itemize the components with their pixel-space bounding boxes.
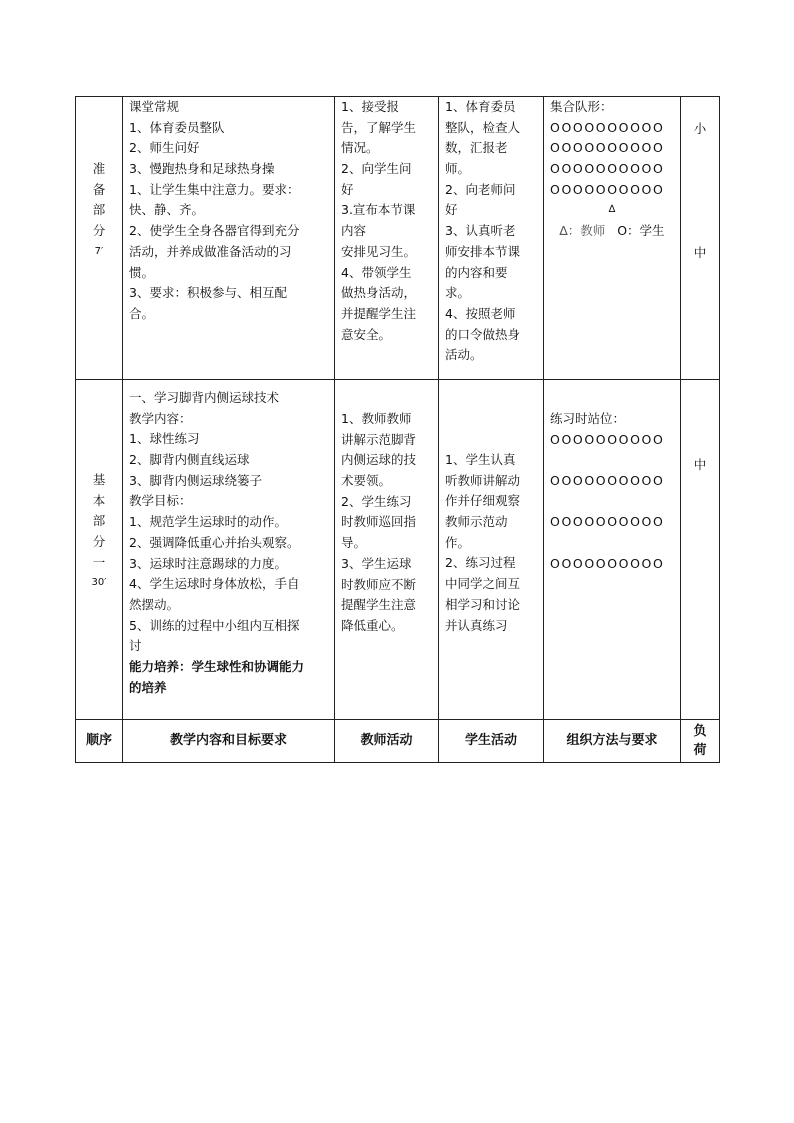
prep-student-line: 3、认真听老	[445, 223, 516, 239]
prep-teacher-line: 并提醒学生注	[341, 305, 417, 321]
basic-teacher-line: 讲解示范脚背	[341, 431, 417, 447]
basic-seq-label	[76, 470, 122, 594]
basic-teacher-line: 降低重心。	[341, 617, 404, 633]
basic-teacher-cell	[335, 380, 439, 720]
basic-teacher-line: 术要领。	[341, 473, 392, 489]
basic-load-medium: 中	[693, 457, 707, 472]
prep-teacher-line: 意安全。	[341, 326, 392, 342]
basic-content-line: 教学目标：	[129, 493, 192, 509]
prep-student-line: 4、按照老师	[445, 305, 516, 321]
basic-seq-char: 部	[92, 513, 106, 529]
basic-teacher-line: 提醒学生注意	[341, 597, 417, 613]
prep-content-line: 1、体育委员整队	[129, 119, 225, 135]
basic-time: 30′	[91, 577, 107, 589]
basic-student-line: 作并仔细观察	[445, 493, 521, 509]
prep-content-line: 惯。	[129, 264, 155, 280]
prep-teacher-line: 好	[341, 181, 354, 197]
prep-org-cell	[544, 97, 681, 380]
formation-row: OOOOOOOOOO	[550, 181, 665, 197]
prep-org-title: 集合队形：	[550, 99, 613, 114]
basic-content-line: 然摆动。	[129, 596, 180, 612]
basic-content-line: 2、脚背内侧直线运球	[129, 452, 250, 468]
lesson-plan-table	[75, 96, 720, 763]
basic-content-cell	[123, 380, 335, 720]
header-org: 组织方法与要求	[544, 720, 681, 763]
prep-student-line: 2、向老师问	[445, 181, 516, 197]
header-seq: 顺序	[76, 720, 123, 763]
basic-teacher-line: 2、学生练习	[341, 493, 412, 509]
basic-student-line: 1、学生认真	[445, 452, 516, 467]
prep-teacher-line: 3.宣布本节课	[341, 202, 416, 218]
prep-seq-char: 分	[92, 223, 106, 239]
basic-teacher-line: 导。	[341, 535, 367, 551]
prep-load-medium: 中	[693, 245, 707, 260]
formation-row: OOOOOOOOOO	[550, 140, 665, 156]
prep-student-line: 师安排本节课	[445, 243, 521, 259]
basic-seq-cell	[76, 380, 123, 720]
ability-training: 的培养	[129, 679, 167, 695]
prep-student-line: 的内容和要	[445, 264, 508, 280]
basic-teacher-line: 时教师应不断	[341, 576, 417, 592]
header-student: 学生活动	[439, 720, 544, 763]
prep-teacher-cell	[335, 97, 439, 380]
basic-teacher-line: 3、学生运球	[341, 555, 412, 571]
prep-student-line: 的口令做热身	[445, 326, 521, 342]
prep-seq-char: 备	[92, 181, 106, 197]
prep-content-line: 课堂常规	[129, 99, 180, 114]
prep-teacher-line: 内容	[341, 223, 367, 239]
basic-student-line: 相学习和讨论	[445, 596, 521, 612]
prep-student-line: 1、体育委员	[445, 99, 516, 114]
prep-student-line: 活动。	[445, 347, 483, 363]
basic-content-line: 讨	[129, 638, 142, 654]
basic-content-line: 2、强调降低重心并抬头观察。	[129, 534, 300, 550]
prep-teacher-line: 告，了解学生	[341, 119, 417, 135]
prep-student-line: 数，汇报老	[445, 140, 508, 156]
basic-teacher-line: 时教师巡回指	[341, 514, 417, 530]
formation-row: OOOOOOOOOO	[550, 473, 665, 489]
prep-content-cell	[123, 97, 335, 380]
column-header-row	[76, 720, 720, 763]
prep-content-line: 2、师生问好	[129, 140, 200, 156]
prep-teacher-line: 4、带领学生	[341, 264, 412, 280]
teacher-marker: ∆	[608, 204, 616, 216]
basic-load-cell	[681, 380, 720, 720]
prep-row	[76, 97, 720, 380]
basic-teacher-line: 1、教师教师	[341, 411, 412, 426]
basic-org-cell	[544, 380, 681, 720]
prep-student-line: 求。	[445, 285, 471, 301]
ability-training: 能力培养：学生球性和协调能力	[129, 658, 305, 674]
prep-teacher-line: 情况。	[341, 140, 379, 156]
basic-content-line: 教学内容：	[129, 410, 192, 426]
prep-teacher-line: 做热身活动，	[341, 285, 417, 301]
prep-student-line: 好	[445, 202, 458, 218]
legend-student: O：学生	[617, 223, 665, 239]
basic-org-title: 练习时站位：	[550, 411, 626, 426]
header-load-char: 荷	[693, 743, 707, 758]
prep-seq-label	[76, 159, 122, 262]
prep-teacher-line: 2、向学生问	[341, 161, 412, 177]
basic-student-line: 教师示范动	[445, 514, 508, 530]
prep-student-line: 整队，检查人	[445, 119, 521, 135]
basic-content-line: 4、学生运球时身体放松，手自	[129, 576, 300, 592]
header-load	[681, 720, 720, 763]
prep-seq-char: 准	[92, 161, 106, 176]
prep-student-line: 师。	[445, 161, 471, 177]
basic-student-line: 并认真练习	[445, 617, 508, 633]
prep-content-line: 2、使学生全身各器官得到充分	[129, 223, 300, 239]
prep-content-line: 3、慢跑热身和足球热身操	[129, 161, 275, 177]
prep-seq-cell	[76, 97, 123, 380]
formation-row: OOOOOOOOOO	[550, 514, 665, 530]
prep-time: 7′	[94, 245, 104, 257]
prep-content-line: 活动，并养成做准备活动的习	[129, 243, 292, 259]
formation-row: OOOOOOOOOO	[550, 161, 665, 177]
basic-seq-char: 基	[92, 472, 106, 487]
basic-seq-char: 分	[92, 534, 106, 550]
formation-row: OOOOOOOOOO	[550, 119, 665, 135]
basic-student-line: 听教师讲解动	[445, 472, 521, 488]
header-teacher: 教师活动	[335, 720, 439, 763]
basic-content-line: 3、运球时注意踢球的力度。	[129, 555, 287, 571]
basic-student-line: 中同学之间互	[445, 576, 521, 592]
formation-legend	[550, 221, 674, 242]
basic-content-line: 5、训练的过程中小组内互相探	[129, 617, 300, 633]
prep-teacher-line: 安排见习生。	[341, 243, 417, 259]
basic-student-cell	[439, 380, 544, 720]
prep-load-cell	[681, 97, 720, 380]
basic-content-line: 1、规范学生运球时的动作。	[129, 514, 287, 530]
prep-load-small: 小	[693, 121, 707, 136]
header-load-char: 负	[693, 724, 707, 739]
formation-row: OOOOOOOOOO	[550, 555, 665, 571]
prep-seq-char: 部	[92, 202, 106, 218]
basic-content-line: 1、球性练习	[129, 431, 200, 447]
formation-row: OOOOOOOOOO	[550, 431, 665, 447]
basic-seq-char: 本	[92, 492, 106, 508]
basic-content-line: 3、脚背内侧运球绕篓子	[129, 472, 262, 488]
prep-student-cell	[439, 97, 544, 380]
prep-content-line: 3、要求：积极参与、相互配	[129, 285, 287, 301]
basic-student-line: 2、练习过程	[445, 555, 516, 571]
basic-content-line: 一、学习脚背内侧运球技术	[129, 390, 280, 405]
prep-content-line: 1、让学生集中注意力。要求：	[129, 181, 300, 197]
basic-seq-char: 一	[92, 554, 106, 570]
basic-row	[76, 380, 720, 720]
header-content: 教学内容和目标要求	[123, 720, 335, 763]
basic-teacher-line: 内侧运球的技	[341, 452, 417, 468]
prep-content-line: 合。	[129, 305, 155, 321]
legend-teacher: ∆：教师	[559, 223, 606, 239]
prep-teacher-line: 1、接受报	[341, 99, 399, 114]
prep-content-line: 快、静、齐。	[129, 202, 205, 218]
basic-student-line: 作。	[445, 534, 471, 550]
